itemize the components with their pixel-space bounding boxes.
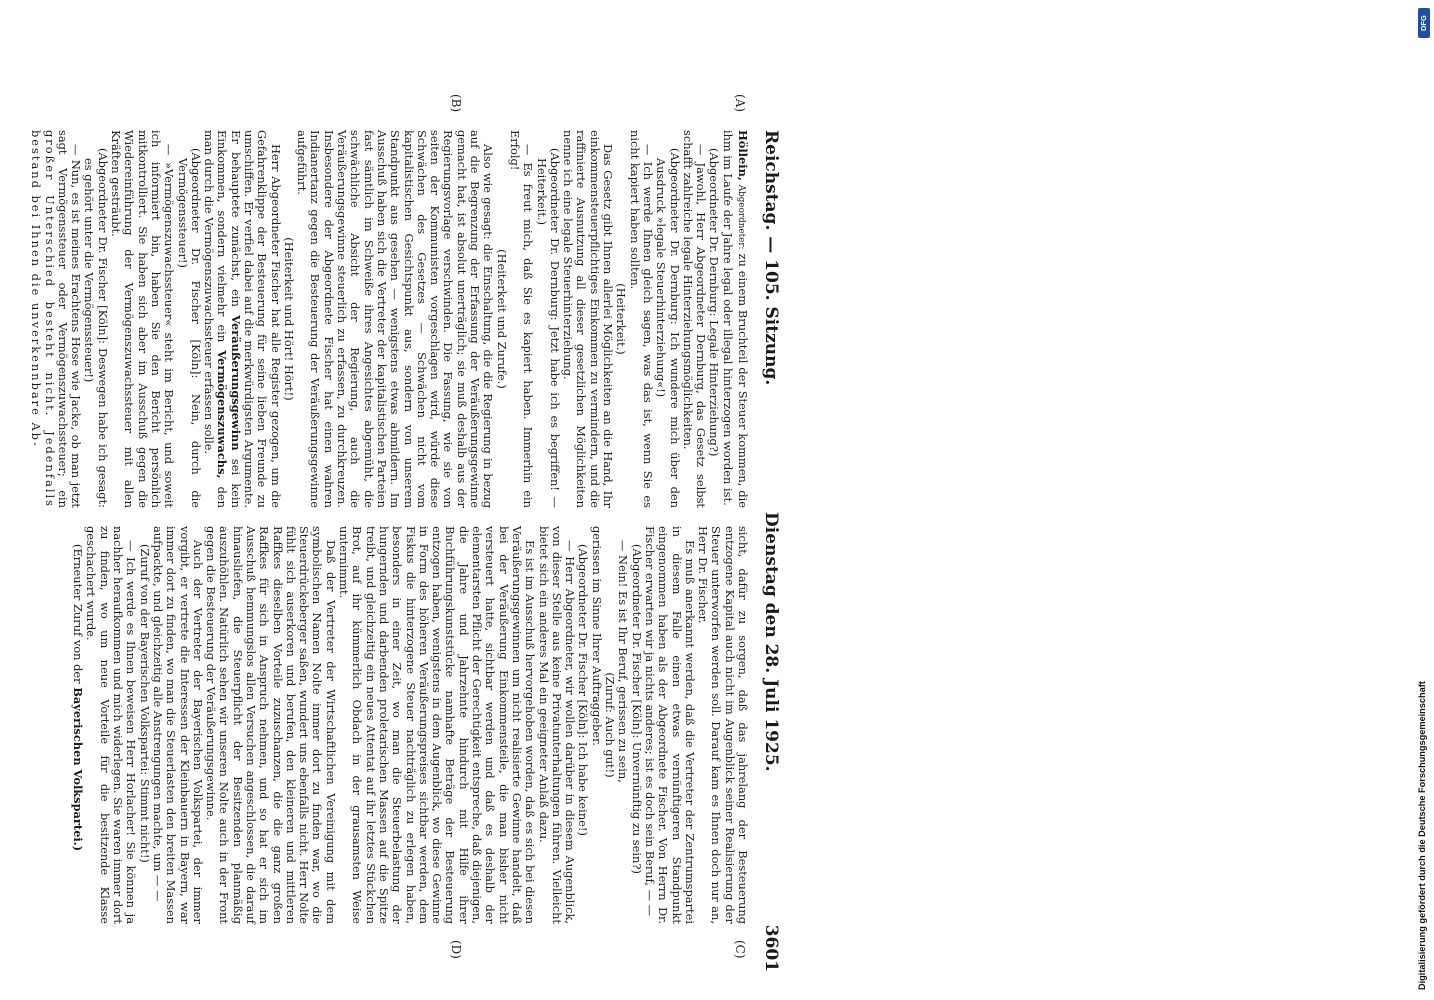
header-left: Reichstag. — 105. Sitzung. bbox=[761, 130, 781, 386]
interjection: (Zuruf: Auch gut!) bbox=[603, 672, 618, 778]
interjection: (Abgeordneter Dr. Fischer [Köln]: Nein, durch die Vermögenssteuer!) bbox=[175, 148, 203, 508]
interjection: (Abgeordneter Dr. Dernburg: Ich wundere mich über den Ausdruck »legale Steuerhinterziehung«!) bbox=[654, 148, 682, 508]
interjection-text: (Erneuter Zuruf von der bbox=[71, 544, 86, 684]
rotated-page bbox=[29, 92, 785, 972]
paragraph bbox=[29, 130, 82, 508]
interjection: (Abgeordneter Dr. Fischer [Köln]: Ich habe keine!) bbox=[576, 544, 591, 836]
stage-direction: (Heiterkeit.) bbox=[614, 283, 629, 355]
paragraph: Daß der Vertreter der Wirtschaftlichen Vereinigung mit dem symbolischen Namen Nolte immer dort zu finden war, wo die Steuerdrückeberger saßen, wundert uns ebenfalls nicht. Herr Nolte fühlt sich auserkoren und berufen, den kleineren und mittleren Raffkes dieselben Vorteile zuzuschanzen, die die ganz großen Raffkes für sich in Anspruch nehmen, und so hat er sich im Ausschuß hemmungslos allen Versuchen angeschlossen, die darauf hinausliefen, die Steuerpflicht der Besitzenden planmäßig auszuhöhlen. Natürlich sehen wir unseren Nolte auch in der Front gegen die Besteuerung der Veräußerungsgewinne. bbox=[204, 526, 338, 924]
digitization-credit bbox=[1412, 10, 1434, 990]
speaker-role: Abgeordneter: bbox=[736, 184, 746, 250]
paragraph: — Herr Abgeordneter, wir wollen darüber in diesem Augenblick, von dieser Stelle aus keine Privatunterhaltungen führen. Vielleicht bietet sich ein anderes Mal ein geeigneter Anlaß dazu. bbox=[536, 526, 578, 924]
interjection: (Zuruf von der Bayerischen Volkspartei: Stimmt nicht!) bbox=[137, 544, 152, 863]
spaced-text: großer Unterschied besteht nicht. Jedenfalls bestand bei Ihnen die unverkennbare Ab- bbox=[29, 130, 57, 508]
paragraph: — Es freut mich, daß Sie es kapiert haben. Immerhin ein Erfolg! bbox=[507, 130, 536, 508]
dfg-logo: DFG bbox=[1418, 8, 1430, 38]
paragraph: Auch der Vertreter der Bayerischen Volkspartei, der immer vorgibt, er vertrete die Interessen der Kleinbauern in Bayern, war immer dort zu finden, wo man die Steuerlasten den breiten Massen aufpackte, und gleichzeitig alle Anstrengungen machte, um — — bbox=[150, 526, 205, 924]
bold-term: Vermögenszuwachs, bbox=[215, 350, 230, 479]
bold-term: Bayerischen Volkspartei.) bbox=[71, 687, 86, 852]
interjection: (Abgeordneter Dr. Dernburg: Legale Hinterziehung?) bbox=[707, 148, 722, 457]
left-column bbox=[29, 130, 750, 508]
paragraph: Es ist im Ausschuß hervorgehoben worden, daß es sich bei diesen Veräußerungsgewinnen um nicht realisierte Gewinne handelt, daß bei der Veräußerung Einkommensteile, die man bisher nicht versteuert hatte, sichtbar werden und daß es deshalb der elementarsten Pflicht der Gerechtigkeit entspreche, daß diejenigen, die Jahre und Jahrzehnte hindurch mit Hilfe ihrer Buchführungskunststücke namhafte Beträge der Besteuerung entzogen haben, wenigstens in dem Augenblick, wo diese Gewinne in Form des höheren Veräußerungspreises sichtbar werden, dem Fiskus die hinterzogene Steuer nachträglich zu erlegen haben, besonders in einer Zeit, wo man die Steuerbelastung der hungernden und darbenden proletarischen Massen auf die Spitze treibt, und gleichzeitig ein neues Attentat auf ihr letztes Stückchen Brot, auf ihr kümmerlich Obdach in der grausamsten Weise unternimmt. bbox=[337, 526, 538, 924]
running-header bbox=[757, 92, 785, 972]
stage-direction: (Heiterkeit und Hört! Hört!) bbox=[281, 237, 296, 401]
margin-marker-c: (C) bbox=[733, 940, 747, 959]
page-number: 3601 bbox=[761, 924, 781, 972]
right-column bbox=[71, 526, 750, 924]
paragraph-text: den man durch die Vermögenszuwachssteuer erfassen solle. bbox=[202, 130, 230, 508]
paragraph: Also wie gesagt: die Einschaltung, die die Regierung in bezug auf die Begrenzung der Erfassung der Veräußerungsgewinne gemacht hat, ist absolut unerträglich; sie muß deshalb aus der Regierungsvorlage verschwinden. Die Fassung, wie sie von seiten der Kommunisten vorgeschlagen wird, würde diese Schwächen des Gesetzes — Schwächen nicht vom kapitalistischen Gesichtspunkt aus, sondern von unserem Standpunkt aus gesehen — wenigstens etwas abmildern. Im Ausschuß haben sich die Vertreter der kapitalistischen Parteien fast sämtlich im Schweiße ihres Angesichtes abgemüht, die schwächliche Absicht der Regierung, auch die Veräußerungsgewinne steuerlich zu erfassen, zu durchkreuzen. Insbesondere der Abgeordnete Fischer hat einen wahren Indianertanz gegen die Besteuerung der Veräußerungsgewinne aufgeführt. bbox=[295, 130, 496, 508]
paragraph-text: zu einem Bruchteil der Steuer kommen, die ihm im Laufe der Jahre legal oder illegal hinterzogen worden ist. bbox=[720, 130, 750, 508]
paragraph-text: sei kein Einkommen, sondern vielmehr ein bbox=[215, 130, 243, 508]
paragraph: gerissen im Sinne Ihrer Auftraggeber. bbox=[589, 526, 604, 746]
paragraph: — »Vermögenszuwachssteuer« steht im Bericht, und soweit ich informiert bin, haben Sie den Bericht persönlich mitkontrolliert. Sie haben sich aber im Ausschuß gegen die Wiedereinführung der Vermögenszuwachssteuer mit allen Kräften gesträubt. bbox=[109, 130, 177, 508]
interjection: (Abgeordneter Dr. Fischer [Köln]: Deswegen habe ich gesagt: es gehört unter die Vermögenssteuer!) bbox=[82, 148, 110, 508]
interjection: (Abgeordneter Dr. Dernburg: Jetzt habe ich es begriffen! — Heiterkeit.) bbox=[534, 148, 562, 508]
speaker-name: Höllein, bbox=[736, 130, 750, 181]
margin-marker-a: (A) bbox=[733, 94, 747, 113]
paragraph bbox=[202, 130, 282, 508]
interjection bbox=[71, 526, 84, 924]
margin-marker-b: (B) bbox=[449, 94, 463, 113]
paragraph: Das Gesetz gibt Ihnen allerlei Möglichkeiten an die Hand, Ihr einkommensteuerpflichtiges Einkommen zu vermindern, und die raffinierte Ausnutzung all dieser gesetzlichen Möglichkeiten nenne ich eine legale Steuerhinterziehung. bbox=[561, 130, 616, 508]
paragraph: — Ich werde es Ihnen beweisen Herr Horlacher! Sie können ja nachher heraufkommen und mich widerlegen. Sie waren immer dort zu finden, wo um neue Vorteile für die besitzende Klasse geschachert wurde. bbox=[84, 526, 139, 924]
paragraph: Es muß anerkannt werden, daß die Vertreter der Zentrumspartei in diesem Falle einen etwas vernünftigeren Standpunkt eingenommen haben als der Abgeordnete Fischer. Von Herrn Dr. Fischer erwarten wir ja nichts anderes; ist es doch sein Beruf, — — bbox=[642, 526, 697, 924]
margin-marker-d: (D) bbox=[449, 940, 463, 959]
paragraph: — Jawohl, Herr Abgeordneter Dernburg, das Gesetz selbst schafft zahlreiche legale Hinterziehungsmöglichkeiten. bbox=[680, 130, 709, 508]
paragraph bbox=[720, 130, 749, 508]
paragraph-text: Herr Abgeordneter Fischer hat alle Register gezogen, um die Gefahrenklippe der Besteuerung für seine lieben Freunde zu umschiffen. Er verfiel dabei auf die merkwürdigsten Argumente. Er behauptete zunächst, ein bbox=[228, 130, 283, 508]
paragraph: — Nein! Es ist Ihr Beruf, gerissen zu sein, bbox=[616, 540, 631, 783]
credit-text: Digitalisierung gefördert durch die Deutsche Forschungsgemeinschaft bbox=[1417, 681, 1427, 990]
header-date: Dienstag den 28. Juli 1925. bbox=[761, 512, 781, 772]
paragraph: — Ich werde Ihnen gleich sagen, was das ist, wenn Sie es nicht kapiert haben sollten. bbox=[627, 130, 655, 508]
stage-direction: (Heiterkeit und Zurufe.) bbox=[494, 249, 509, 389]
interjection: (Abgeordneter Dr. Fischer [Köln]: Unvernünftig zu sein?) bbox=[629, 544, 644, 874]
paragraph-text: — Nun, es ist meines Erachtens Hose wie Jacke, ob man jetzt sagt Vermögenssteuer oder Vermögenszuwachssteuer; ein bbox=[55, 130, 84, 508]
bold-term: Veräußerungsgewinn bbox=[228, 315, 243, 451]
paragraph: sicht, dafür zu sorgen, daß das jahrelang der Besteuerung entzogene Kapital auch nicht im Augenblick seiner Realisierung der Steuer unterworfen werden soll. Darauf kam es Ihnen doch nur an, Herr Dr. Fischer. bbox=[696, 526, 750, 924]
